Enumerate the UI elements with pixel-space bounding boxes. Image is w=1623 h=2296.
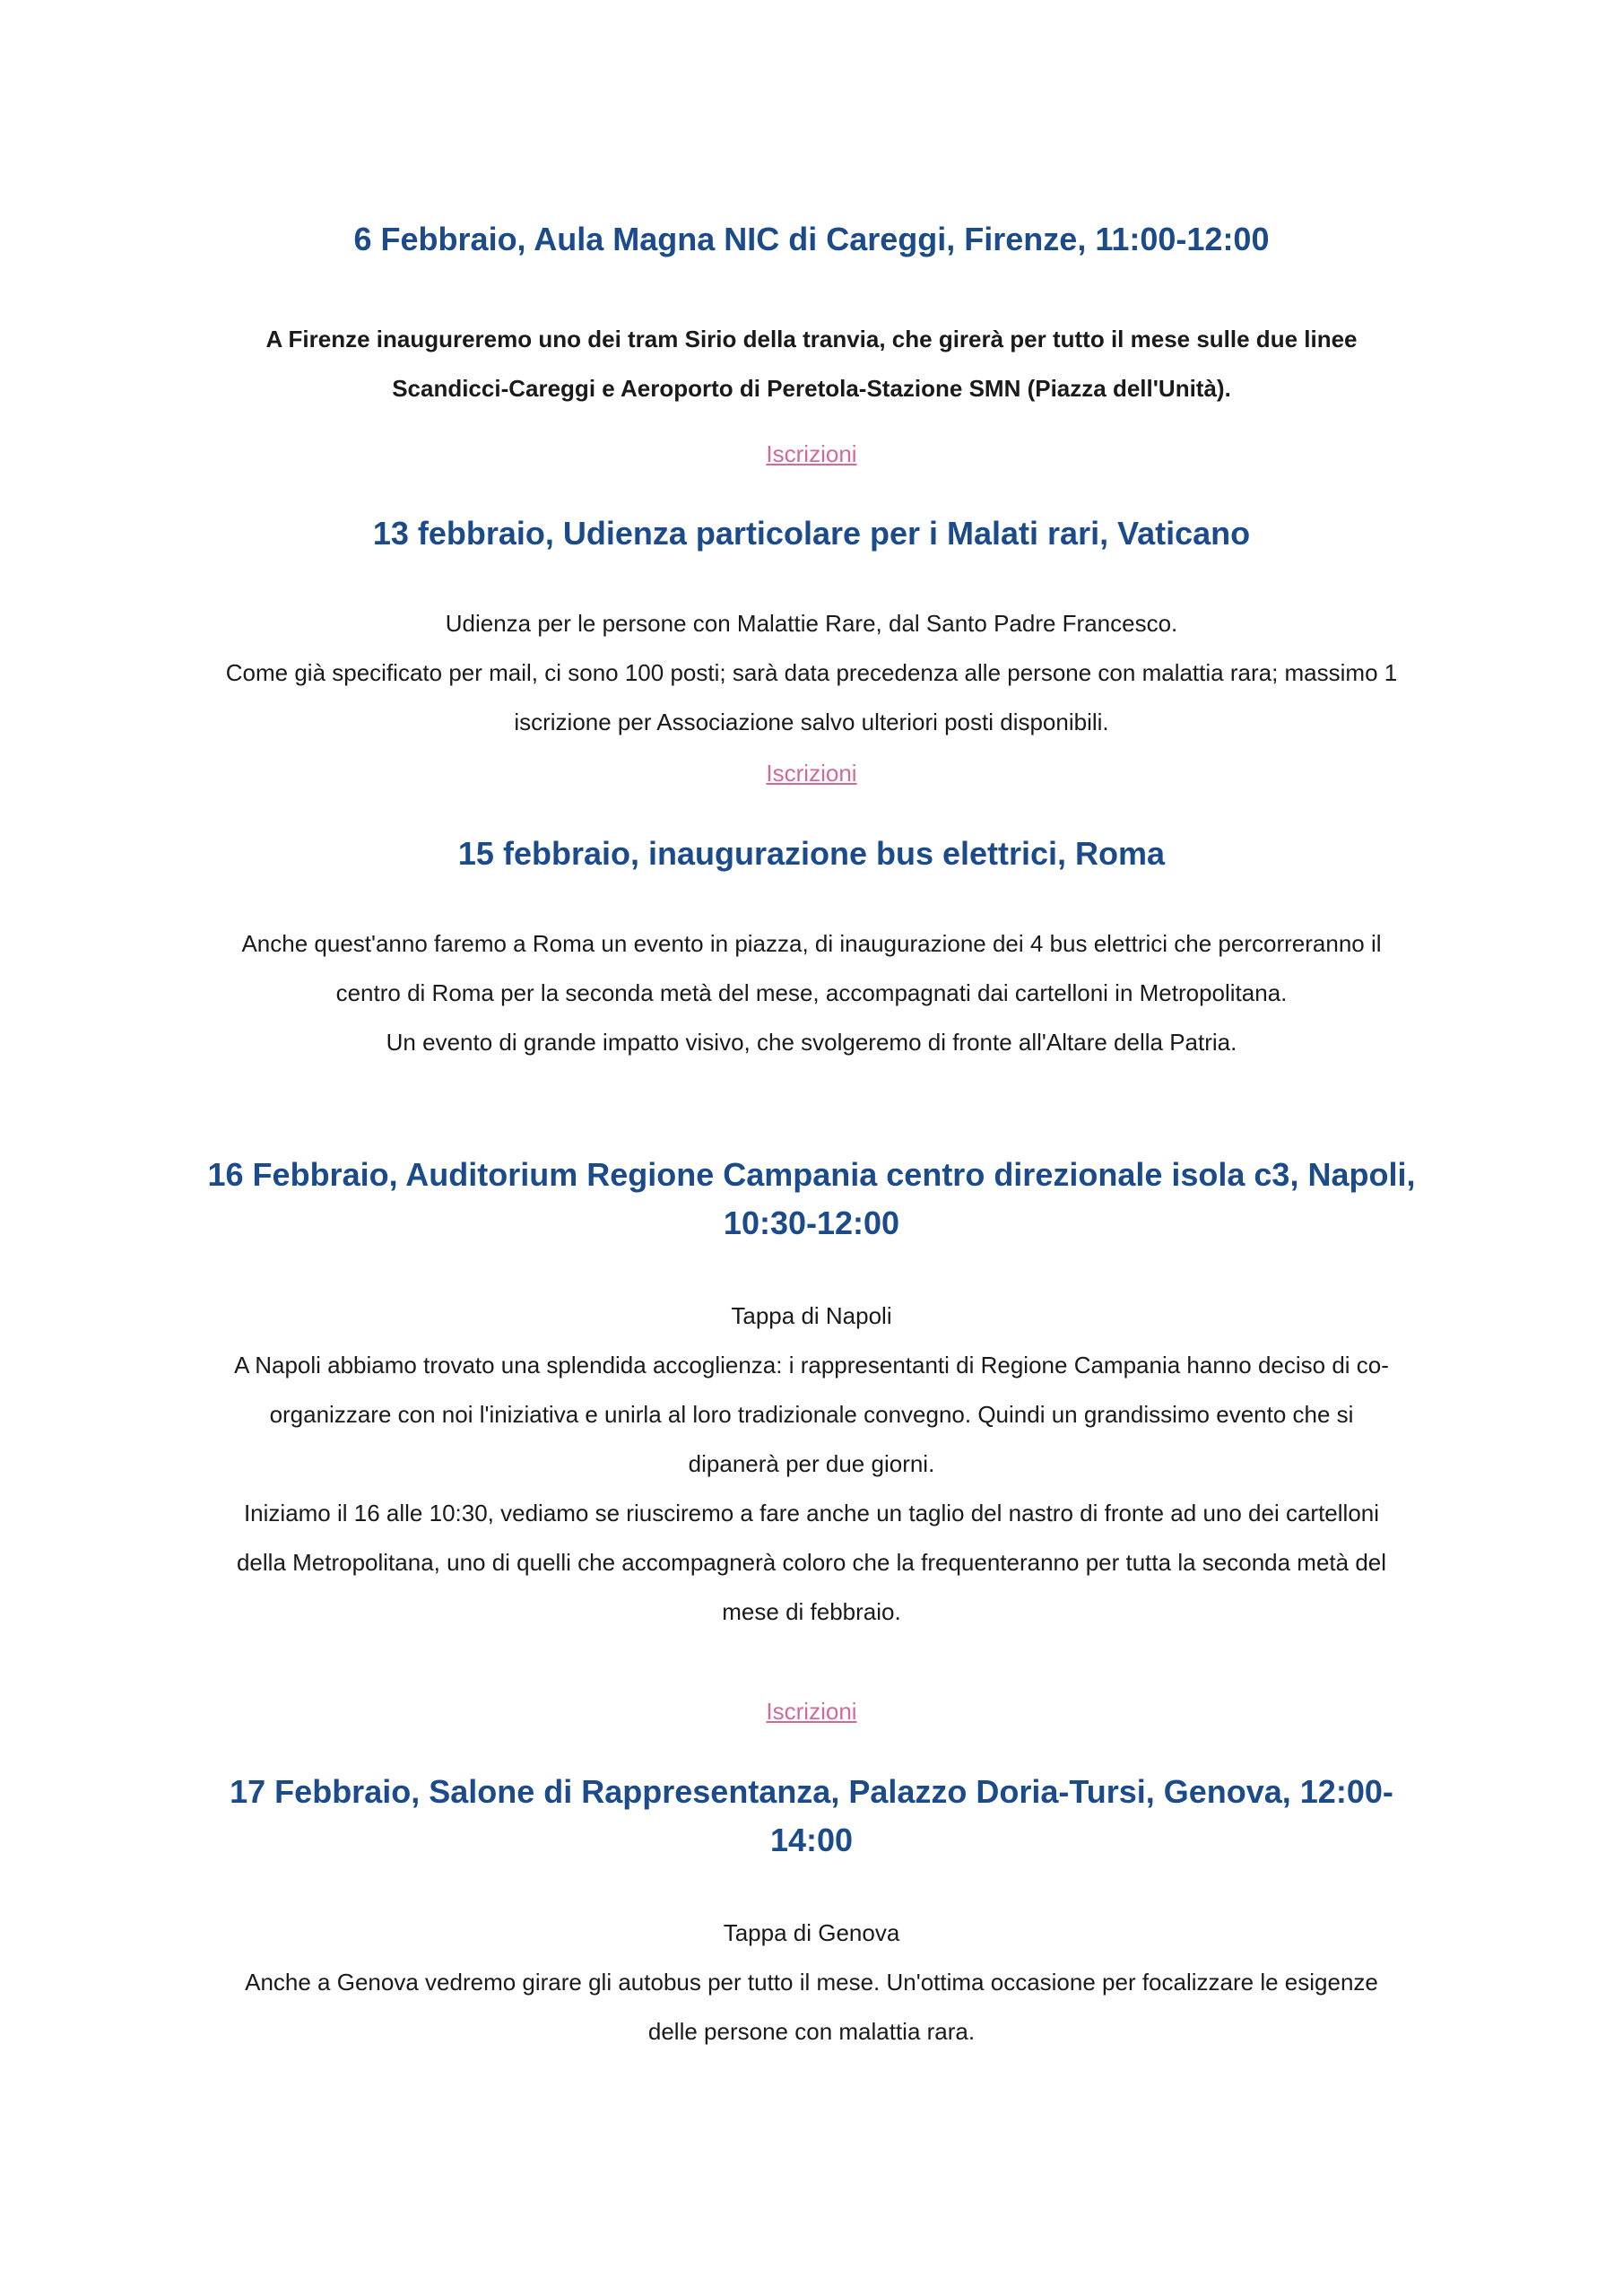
event-florence [188, 215, 1435, 264]
event-rome [188, 830, 1435, 878]
event-heading-line: 16 Febbraio, Auditorium Regione Campania centro direzionale isola c3, Napoli, [207, 1156, 1416, 1193]
description-line: Scandicci-Careggi e Aeroporto di Peretola-Stazione SMN (Piazza dell'Unità). [392, 375, 1231, 402]
description-line: delle persone con malattia rara. [647, 2018, 976, 2045]
event-heading: 13 febbraio, Udienza particolare per i Malati rari, Vaticano [372, 515, 1251, 552]
iscrizioni-link[interactable]: Iscrizioni [766, 440, 857, 467]
description-line: Anche quest'anno faremo a Roma un evento in piazza, di inaugurazione dei 4 bus elettrici che percorreranno il [241, 930, 1382, 957]
description-line: organizzare con noi l'iniziativa e unirla al loro tradizionale convegno. Quindi un grandissimo evento che si [269, 1401, 1354, 1428]
iscrizioni-link[interactable]: Iscrizioni [766, 760, 857, 787]
description-line: Anche a Genova vedremo girare gli autobus per tutto il mese. Un'ottima occasione per focalizzare le esigenze [245, 1969, 1378, 1996]
description-line: A Firenze inaugureremo uno dei tram Sirio della tranvia, che girerà per tutto il mese sulle due linee [265, 326, 1358, 352]
description-line: Come già specificato per mail, ci sono 100 posti; sarà data precedenza alle persone con malattia rara; massimo 1 [225, 659, 1398, 686]
event-florence-description [188, 315, 1435, 413]
event-naples-link-row [188, 1693, 1435, 1729]
event-naples-description [188, 1292, 1435, 1637]
description-line: Un evento di grande impatto visivo, che svolgeremo di fronte all'Altare della Patria. [386, 1029, 1237, 1056]
event-florence-link-row [188, 436, 1435, 472]
description-line: Tappa di Napoli [731, 1302, 892, 1329]
description-line: mese di febbraio. [722, 1598, 901, 1625]
iscrizioni-link[interactable]: Iscrizioni [766, 1698, 857, 1725]
event-vatican-link-row [188, 755, 1435, 791]
event-heading-line: 14:00 [769, 1822, 854, 1858]
event-vatican [188, 509, 1435, 558]
event-rome-description [188, 919, 1435, 1067]
description-line: dipanerà per due giorni. [688, 1450, 935, 1477]
description-line: Iniziamo il 16 alle 10:30, vediamo se riusciremo a fare anche un taglio del nastro di fronte ad uno dei cartelloni [243, 1500, 1380, 1526]
event-heading-line: 10:30-12:00 [723, 1205, 900, 1241]
event-heading-line: 17 Febbraio, Salone di Rappresentanza, Palazzo Doria-Tursi, Genova, 12:00- [230, 1773, 1393, 1810]
event-heading: 6 Febbraio, Aula Magna NIC di Careggi, Firenze, 11:00-12:00 [353, 221, 1270, 257]
description-line: della Metropolitana, uno di quelli che accompagnerà coloro che la frequenteranno per tutta la seconda metà del [236, 1549, 1387, 1576]
event-heading: 15 febbraio, inaugurazione bus elettrici, Roma [457, 835, 1166, 872]
description-line: iscrizione per Associazione salvo ulteriori posti disponibili. [514, 709, 1109, 735]
event-genoa-description [188, 1909, 1435, 2057]
event-naples [188, 1151, 1435, 1248]
event-vatican-description [188, 599, 1435, 747]
description-line: centro di Roma per la seconda metà del mese, accompagnati dai cartelloni in Metropolitana. [335, 979, 1288, 1006]
description-line: Tappa di Genova [723, 1919, 900, 1946]
description-line: Udienza per le persone con Malattie Rare, dal Santo Padre Francesco. [445, 610, 1178, 637]
description-line: A Napoli abbiamo trovato una splendida accoglienza: i rappresentanti di Regione Campania hanno deciso di co- [234, 1352, 1389, 1378]
event-genoa [188, 1768, 1435, 1865]
